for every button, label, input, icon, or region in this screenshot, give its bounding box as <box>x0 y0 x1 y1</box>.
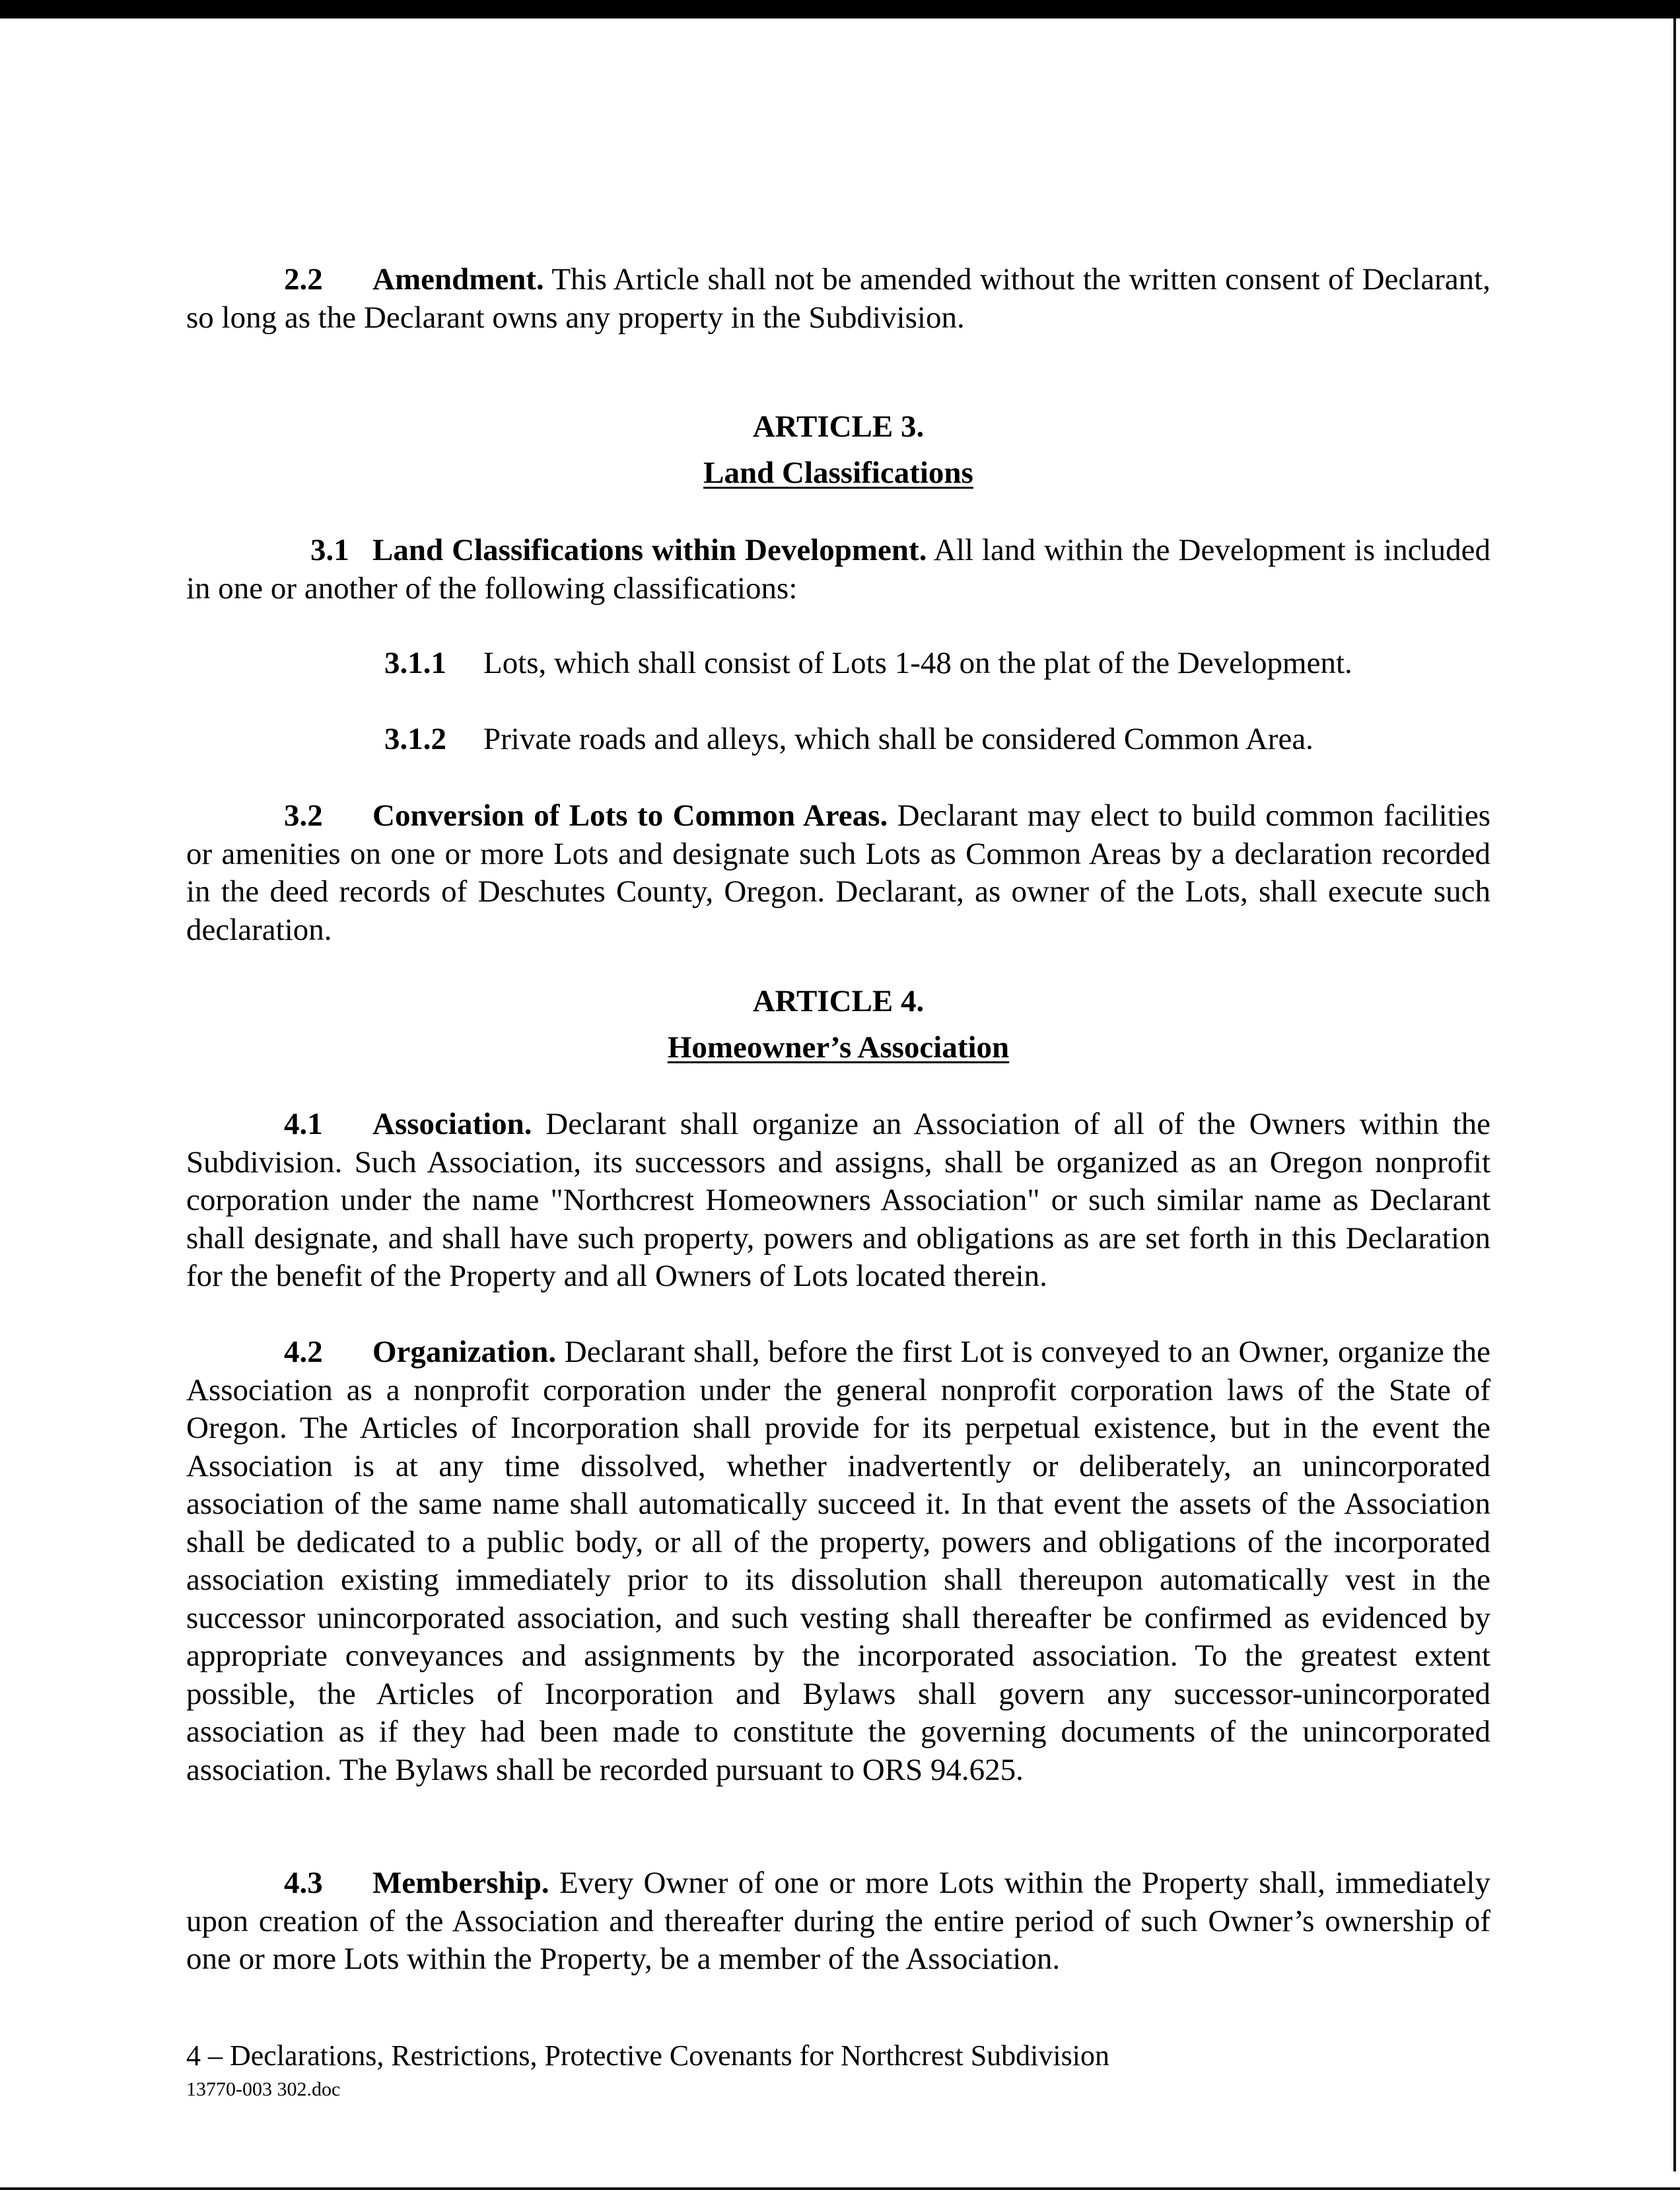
section-title: Association. <box>372 1107 532 1141</box>
section-4-2 <box>186 1333 1490 1789</box>
section-3-1 <box>186 532 1490 608</box>
section-text: Lots, which shall consist of Lots 1-48 on the plat of the Development. <box>483 646 1352 680</box>
section-number: 3.1.2 <box>384 722 446 756</box>
section-text: All land within the Development is included in one or another of the following classifications: <box>186 533 1490 606</box>
section-number: 3.2 <box>284 798 323 833</box>
article-4-title: Homeowner’s Association <box>667 1030 1010 1065</box>
scan-right-edge <box>1673 18 1676 2172</box>
section-text: Declarant shall, before the first Lot is conveyed to an Owner, organize the Association as a nonprofit corporation under the general nonprofit corporation laws of the State of Oregon. The Articles of Incorporation shall provide for its perpetual existence, but in the event the Association is at any time dissolved, whether inadvertently or deliberately, an unincorporated association of the same name shall automatically succeed it. In that event the assets of the Association shall be dedicated to a public body, or all of the property, powers and obligations of the incorporated association existing immediately prior to its dissolution shall thereupon automatically vest in the successor unincorporated association, and such vesting shall thereafter be confirmed as evidenced by appropriate conveyances and assignments by the incorporated association. To the greatest extent possible, the Articles of Incorporation and Bylaws shall govern any successor-unincorporated association as if they had been made to constitute the governing documents of the unincorporated association. The Bylaws shall be recorded pursuant to ORS 94.625. <box>186 1335 1490 1787</box>
section-title: Organization. <box>372 1335 557 1369</box>
section-title: Conversion of Lots to Common Areas. <box>372 798 888 833</box>
section-title: Land Classifications within Development. <box>372 533 927 567</box>
section-number: 4.1 <box>284 1107 323 1141</box>
section-text: This Article shall not be amended without the written consent of Declarant, so long as the Declarant owns any property in the Subdivision. <box>186 262 1490 335</box>
section-3-2 <box>186 797 1490 949</box>
document-reference: 13770-003 302.doc <box>186 2078 341 2100</box>
section-title: Amendment. <box>372 262 544 297</box>
section-number: 3.1 <box>310 533 349 567</box>
article-3-title: Land Classifications <box>703 456 973 490</box>
section-number: 4.3 <box>284 1866 323 1900</box>
article-4-label: ARTICLE 4. <box>752 984 925 1018</box>
section-number: 3.1.1 <box>384 646 446 680</box>
section-number: 2.2 <box>284 262 323 297</box>
section-3-1-1 <box>384 645 1352 682</box>
article-3-label: ARTICLE 3. <box>752 409 925 444</box>
section-3-1-2 <box>384 721 1313 758</box>
section-text: Every Owner of one or more Lots within the Property shall, immediately upon creation of the Association and thereafter during the entire period of such Owner’s ownership of one or more Lots within the Property, be a member of the Association. <box>186 1866 1490 1976</box>
section-text: Declarant shall organize an Association of all of the Owners within the Subdivision. Such Association, its successors and assigns, shall be organized as an Oregon nonprofit corporation under the name "Northcrest Homeowners Association" or such similar name as Declarant shall designate, and shall have such property, powers and obligations as are set forth in this Declaration for the benefit of the Property and all Owners of Lots located therein. <box>186 1107 1490 1293</box>
scan-bottom-edge <box>0 2187 1680 2190</box>
section-number: 4.2 <box>284 1335 323 1369</box>
scan-top-border <box>0 0 1680 18</box>
section-2-2 <box>186 261 1490 337</box>
section-4-1 <box>186 1106 1490 1296</box>
section-text: Private roads and alleys, which shall be considered Common Area. <box>483 722 1313 756</box>
section-4-3 <box>186 1864 1490 1979</box>
section-text: Declarant may elect to build common facilities or amenities on one or more Lots and designate such Lots as Common Areas by a declaration recorded in the deed records of Deschutes County, Oregon. Declarant, as owner of the Lots, shall execute such declaration. <box>186 798 1491 947</box>
page-footer: 4 – Declarations, Restrictions, Protective Covenants for Northcrest Subdivision <box>186 2039 1109 2072</box>
section-title: Membership. <box>372 1866 549 1900</box>
